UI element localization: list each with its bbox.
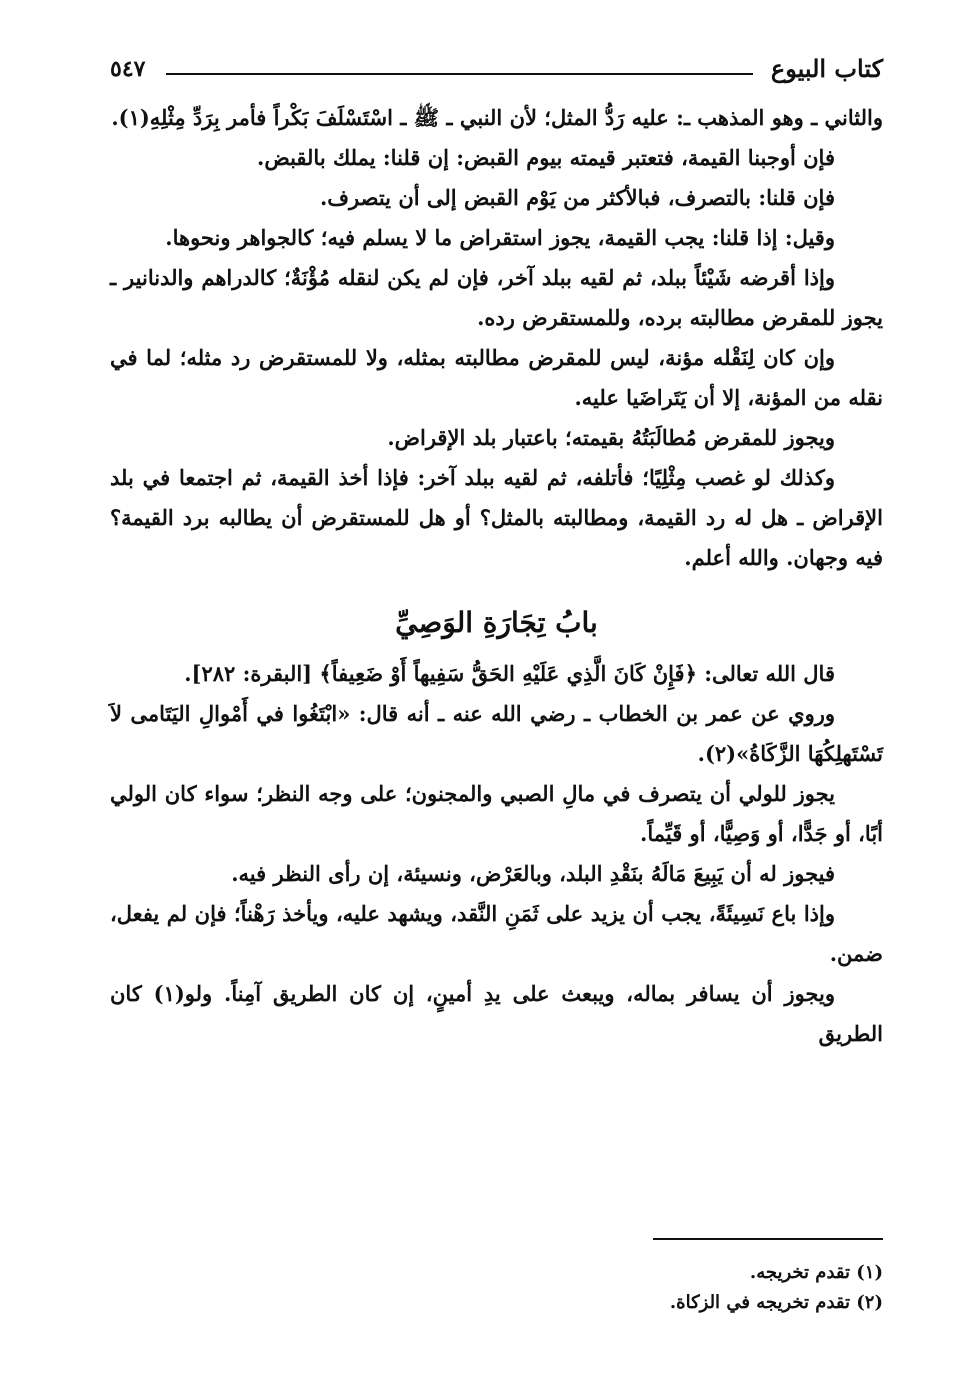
paragraph: وإذا أقرضه شَيْئاً ببلد، ثم لقيه ببلد آخر، فإن لم يكن لنقله مُؤْنَةٌ؛ كالدراهم والدنانير ـ يجوز للمقرض مطالبته برده، وللمستقرض رده. xyxy=(110,265,883,330)
paragraph: ويجوز للمقرض مُطالَبَتُهُ بقيمته؛ باعتبار بلد الإقراض. xyxy=(387,425,835,450)
footnotes xyxy=(110,1238,883,1318)
paragraph: ويجوز أن يسافر بماله، ويبعث على يدِ أمينٍ، إن كان الطريق آمِناً. ولو(١) كان الطريق xyxy=(110,981,883,1046)
paragraph: فيجوز له أن يَبِيعَ مَالَهُ بنَقْدِ البلد، وبالعَرْض، ونسيئة، إن رأى النظر فيه. xyxy=(231,861,835,886)
paragraph: وكذلك لو غصب مِثْلِيًا؛ فأتلفه، ثم لقيه ببلد آخر: فإذا أخذ القيمة، ثم اجتمعا في بلد الإقراض ـ هل له رد القيمة، ومطالبته بالمثل؟ أو هل للمستقرض أن يطالبه برد القيمة؟ فيه وجهان. والله أعلم. xyxy=(110,465,883,570)
paragraph: والثاني ـ وهو المذهب ـ: عليه رَدُّ المثل؛ لأن النبي ـ ﷺ ـ اسْتَسْلَفَ بَكْراً فأمر بِرَدِّ مِثْلِهِ(١). xyxy=(111,105,883,130)
paragraph: وإذا باع نَسِيئَةً، يجب أن يزيد على ثَمَنِ النَّقد، ويشهد عليه، ويأخذ رَهْناً؛ فإن لم يفعل، ضمن. xyxy=(110,901,883,966)
section-title: بابُ تِجَارَةِ الوَصِيِّ xyxy=(395,606,598,639)
header-rule xyxy=(166,73,753,75)
paragraph: فإن أوجبنا القيمة، فتعتبر قيمته بيوم القبض: إن قلنا: يملك بالقبض. xyxy=(257,145,835,170)
footnote-rule xyxy=(653,1238,883,1240)
page-number: ٥٤٧ xyxy=(110,56,146,82)
footnote: (٢) تقدم تخريجه في الزكاة. xyxy=(669,1292,883,1313)
footnote: (١) تقدم تخريجه. xyxy=(749,1262,883,1283)
page-header xyxy=(110,56,883,96)
paragraph: قال الله تعالى: ﴿فَإِنْ كَانَ الَّذِي عَلَيْهِ الحَقُّ سَفِيهاً أَوْ ضَعِيفاً﴾ [البقرة: ٢٨٢]. xyxy=(184,661,835,686)
book-title: كتاب البيوع xyxy=(770,54,883,83)
paragraph: وإن كان لِنَقْله مؤنة، ليس للمقرض مطالبته بمثله، ولا للمستقرض رد مثله؛ لما في نقله من المؤنة، إلا أن يَتَراضَيا عليه. xyxy=(110,345,883,410)
paragraph: وقيل: إذا قلنا: يجب القيمة، يجوز استقراض ما لا يسلم فيه؛ كالجواهر ونحوها. xyxy=(165,225,835,250)
paragraph: وروي عن عمر بن الخطاب ـ رضي الله عنه ـ أنه قال: «ابْتَغُوا في أَمْوالِ اليَتَامى لاَ تَسْتَهلِكُهَا الزَّكَاةُ»(٢). xyxy=(110,701,883,766)
page-body xyxy=(110,98,883,1054)
paragraph: يجوز للولي أن يتصرف في مالِ الصبي والمجنون؛ على وجه النظر؛ سواء كان الولي أبًا، أو جَدًّا، أو وَصِيًّا، أو قَيِّماً. xyxy=(110,781,883,846)
paragraph: فإن قلنا: بالتصرف، فبالأكثر من يَوْم القبض إلى أن يتصرف. xyxy=(319,185,835,210)
